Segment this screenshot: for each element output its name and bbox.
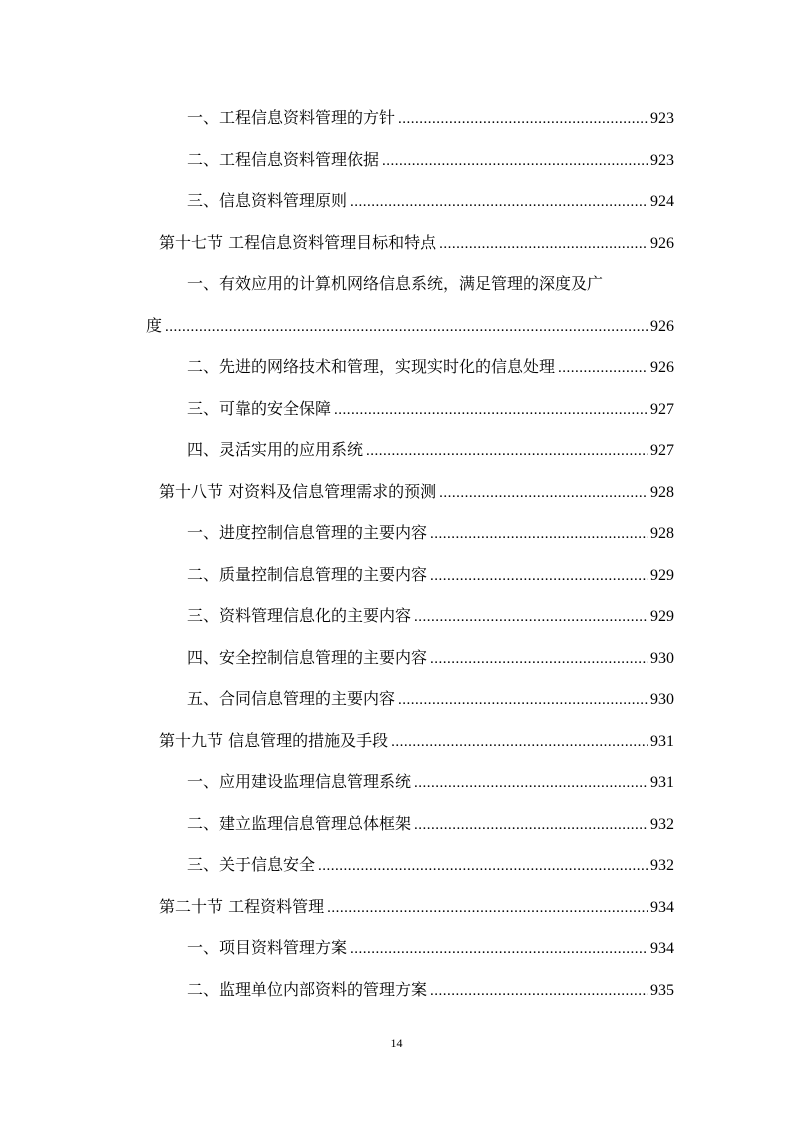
page-number: 14 — [390, 1036, 403, 1050]
toc-entry[interactable] — [187, 355, 674, 379]
toc-entry-page: 928 — [650, 525, 674, 542]
dot-leader — [382, 149, 648, 173]
dot-leader — [165, 315, 648, 339]
toc-entry-label: 第十九节 信息管理的措施及手段 — [159, 731, 389, 750]
toc-entry[interactable] — [187, 604, 674, 628]
toc-section-entry[interactable] — [159, 480, 674, 504]
toc-entry-label: 第十八节 对资料及信息管理需求的预测 — [159, 482, 437, 501]
toc-entry-label: 二、监理单位内部资料的管理方案 — [187, 980, 428, 999]
toc-entry-label: 二、工程信息资料管理依据 — [187, 150, 380, 169]
toc-entry-label: 四、安全控制信息管理的主要内容 — [187, 648, 428, 667]
dot-leader — [430, 979, 648, 1003]
dot-leader — [430, 564, 648, 588]
toc-entry-page: 926 — [650, 235, 674, 252]
toc-entry[interactable] — [187, 563, 674, 587]
dot-leader — [430, 647, 648, 671]
toc-entry-page: 932 — [650, 857, 674, 874]
toc-section-entry[interactable] — [159, 895, 674, 919]
toc-entry[interactable] — [187, 853, 674, 877]
toc-entry-page: 930 — [650, 691, 674, 708]
toc-entry-continuation[interactable] — [146, 314, 674, 338]
toc-entry-page: 930 — [650, 650, 674, 667]
toc-entry-page: 924 — [650, 193, 674, 210]
toc-entry-page: 932 — [650, 816, 674, 833]
dot-leader — [398, 107, 648, 131]
toc-entry-label: 二、先进的网络技术和管理，实现实时化的信息处理 — [187, 357, 556, 376]
dot-leader — [439, 232, 648, 256]
toc-entry-label: 四、灵活实用的应用系统 — [187, 440, 364, 459]
toc-entry-page: 926 — [650, 318, 674, 335]
dot-leader — [414, 771, 648, 795]
dot-leader — [318, 854, 648, 878]
toc-entry[interactable] — [187, 106, 674, 130]
toc-entry-label: 三、可靠的安全保障 — [187, 399, 332, 418]
toc-entry-label: 一、进度控制信息管理的主要内容 — [187, 523, 428, 542]
dot-leader — [327, 896, 648, 920]
toc-entry-page: 928 — [650, 484, 674, 501]
toc-entry[interactable] — [187, 770, 674, 794]
toc-entry-page: 929 — [650, 608, 674, 625]
toc-entry[interactable] — [187, 397, 674, 421]
toc-entry-label: 三、资料管理信息化的主要内容 — [187, 606, 412, 625]
toc-entry-page: 927 — [650, 401, 674, 418]
dot-leader — [391, 730, 648, 754]
dot-leader — [366, 439, 648, 463]
dot-leader — [439, 481, 648, 505]
toc-entry-page: 929 — [650, 567, 674, 584]
toc-entry[interactable] — [187, 438, 674, 462]
toc-entry-label: 一、应用建设监理信息管理系统 — [187, 772, 412, 791]
toc-entry[interactable] — [187, 148, 674, 172]
toc-entry-page: 923 — [650, 110, 674, 127]
dot-leader — [398, 688, 648, 712]
toc-entry-label: 五、合同信息管理的主要内容 — [187, 689, 396, 708]
toc-entry[interactable] — [187, 812, 674, 836]
toc-entry-label-line2: 度 — [146, 316, 163, 335]
toc-entry-page: 934 — [650, 899, 674, 916]
toc-entry-page: 931 — [650, 733, 674, 750]
toc-section-entry[interactable] — [159, 231, 674, 255]
toc-entry[interactable] — [187, 936, 674, 960]
dot-leader — [414, 605, 648, 629]
toc-entry-page: 923 — [650, 152, 674, 169]
toc-entry-label: 第十七节 工程信息资料管理目标和特点 — [159, 233, 437, 252]
toc-entry-label: 二、质量控制信息管理的主要内容 — [187, 565, 428, 584]
toc-entry[interactable] — [187, 521, 674, 545]
toc-entry-label-line1[interactable]: 一、有效应用的计算机网络信息系统，满足管理的深度及广 — [187, 274, 604, 293]
toc-entry-page: 931 — [650, 774, 674, 791]
toc-entry[interactable] — [187, 687, 674, 711]
dot-leader — [558, 356, 648, 380]
dot-leader — [414, 813, 648, 837]
toc-entry[interactable] — [187, 978, 674, 1002]
toc-entry[interactable] — [187, 189, 674, 213]
dot-leader — [350, 190, 648, 214]
toc-entry-page: 934 — [650, 940, 674, 957]
dot-leader — [334, 398, 648, 422]
toc-entry-label: 第二十节 工程资料管理 — [159, 897, 325, 916]
dot-leader — [430, 522, 648, 546]
toc-entry-page: 927 — [650, 442, 674, 459]
toc-section-entry[interactable] — [159, 729, 674, 753]
toc-entry-label: 三、信息资料管理原则 — [187, 191, 348, 210]
toc-entry-label: 一、工程信息资料管理的方针 — [187, 108, 396, 127]
dot-leader — [350, 937, 648, 961]
toc-entry-label: 一、项目资料管理方案 — [187, 938, 348, 957]
toc-entry-page: 926 — [650, 359, 674, 376]
toc-entry-label: 二、建立监理信息管理总体框架 — [187, 814, 412, 833]
toc-entry-label: 三、关于信息安全 — [187, 855, 316, 874]
toc-entry-page: 935 — [650, 982, 674, 999]
toc-entry[interactable] — [187, 646, 674, 670]
